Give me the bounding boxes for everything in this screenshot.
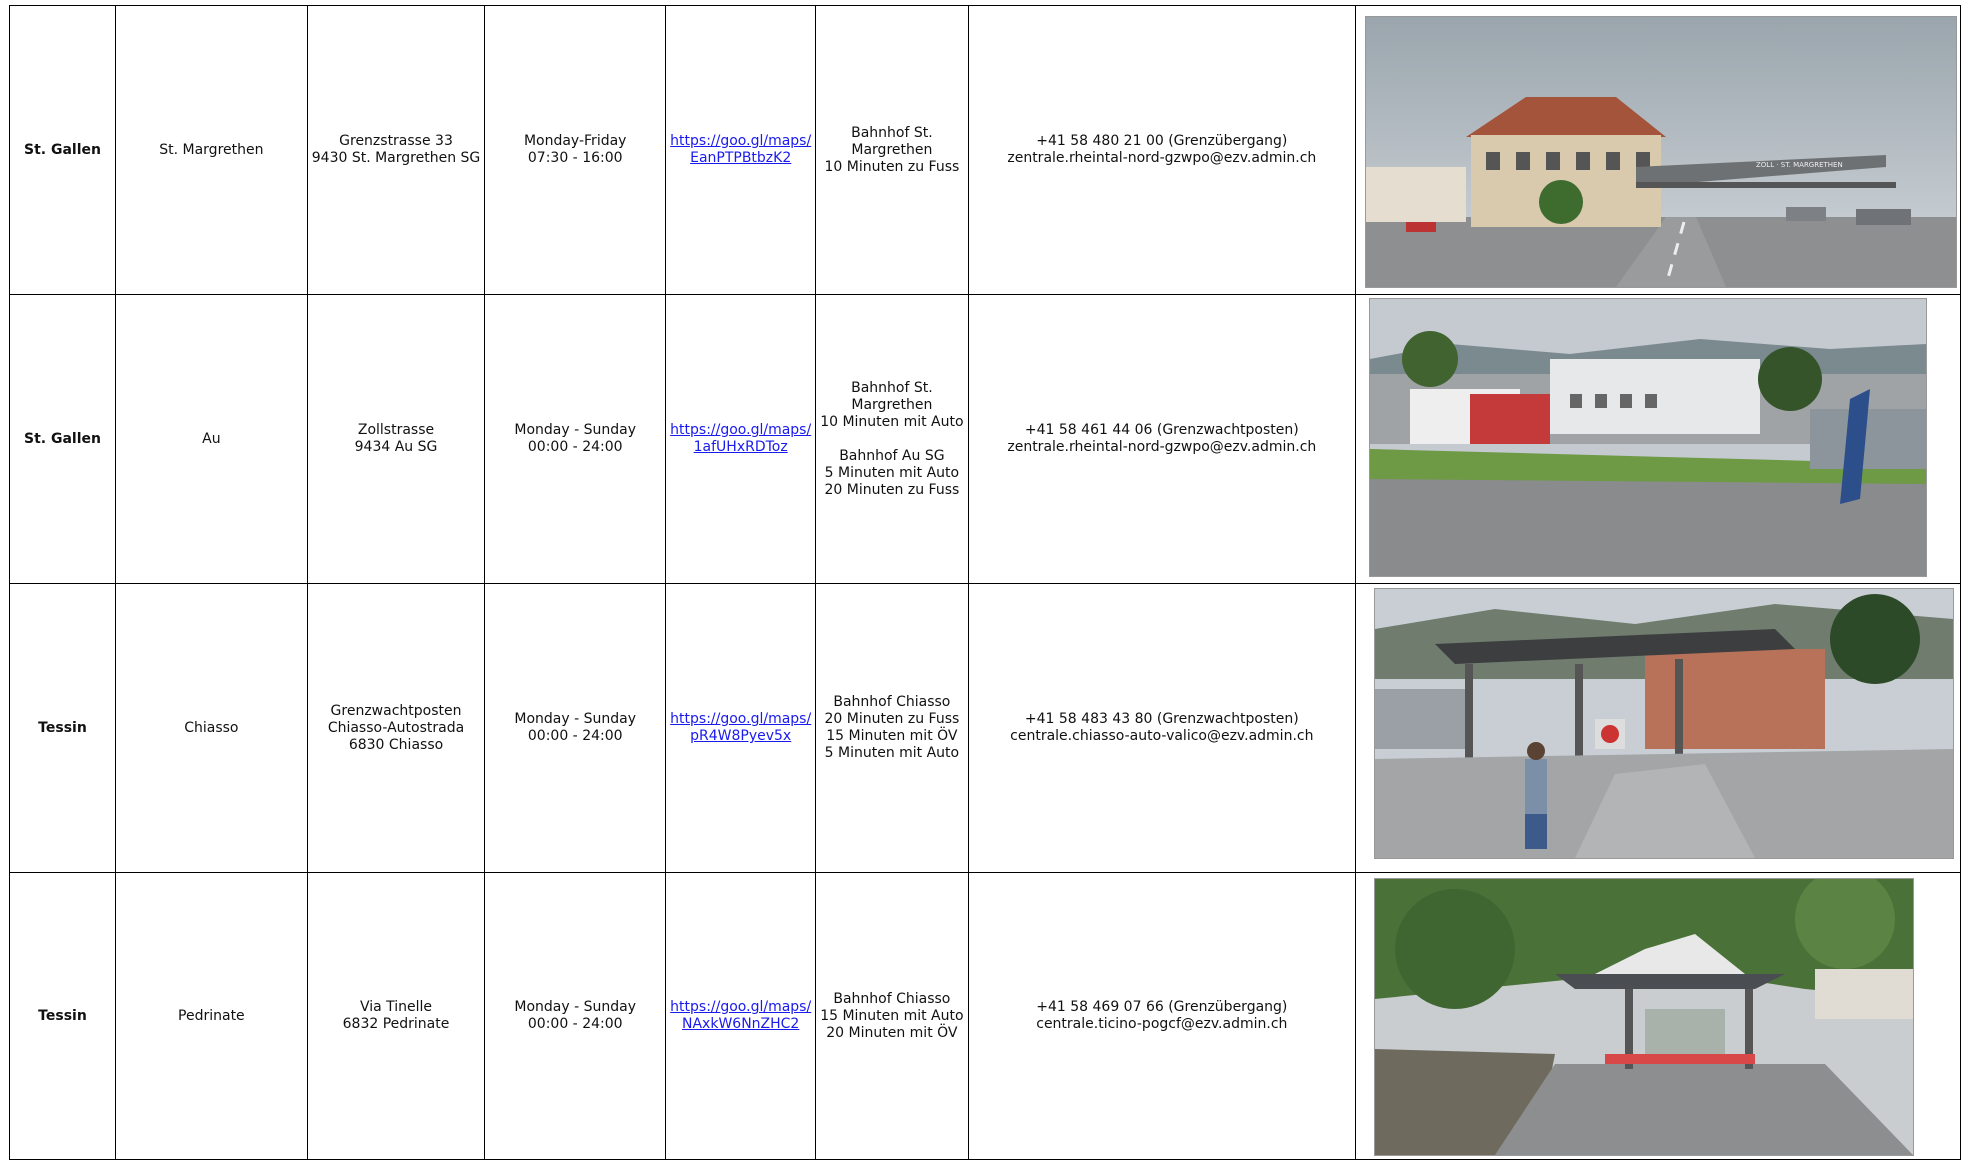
hours-days: Monday - Sunday [514,711,637,727]
photo-cell [1356,584,1961,873]
canton-name: St. Gallen [24,141,101,158]
location-cell [115,6,307,295]
location-cell [115,873,307,1160]
transport-line: 20 Minuten zu Fuss [824,481,960,498]
location-cell [115,584,307,873]
canton-cell [10,584,116,873]
phone-number: +41 58 461 44 06 (Grenzwachtposten) [1024,422,1299,438]
location-name: Pedrinate [178,1007,245,1024]
transport-line: Bahnhof St. [851,379,933,396]
map-link-part: https://goo.gl/maps/ [670,133,812,149]
hours-time: 00:00 - 24:00 [527,1016,623,1032]
address-line: 6830 Chiasso [348,736,444,753]
transport-line: Bahnhof Chiasso [833,990,951,1007]
address-cell [307,873,485,1160]
map-link-cell [666,6,816,295]
photo-cell [1356,295,1961,584]
transport-cell [816,6,968,295]
address-line: Grenzstrasse 33 [339,133,453,149]
transport-line: 15 Minuten mit Auto [820,1007,964,1024]
canton-cell [10,873,116,1160]
email-address: centrale.ticino-pogcf@ezv.admin.ch [1036,1016,1288,1032]
map-link-part: NAxkW6NnZHC2 [682,1016,800,1032]
map-link-cell [666,295,816,584]
address-line: 9434 Au SG [354,439,438,455]
hours-cell [485,6,666,295]
photo-sign-text: ZOLL · ST. MARGRETHEN [1756,161,1843,169]
canton-cell [10,295,116,584]
map-link[interactable] [670,422,811,456]
transport-line: 10 Minuten zu Fuss [824,158,960,175]
table-row [10,295,1961,584]
canton-name: St. Gallen [24,430,101,447]
transport-line: 10 Minuten mit Auto [820,413,964,430]
address-line: Zollstrasse [357,422,435,438]
address-cell [307,6,485,295]
address-line: Via Tinelle [359,999,433,1015]
contact-cell [968,6,1355,295]
hours-time: 07:30 - 16:00 [527,150,623,166]
hours-cell [485,873,666,1160]
street-view-photo-chiasso [1374,588,1954,859]
transport-line: Margrethen [851,141,933,158]
map-link-part: EanPTPBtbzK2 [690,150,792,166]
address-line: 6832 Pedrinate [342,1016,450,1032]
transport-line: 20 Minuten mit ÖV [826,1024,958,1041]
email-address: zentrale.rheintal-nord-gzwpo@ezv.admin.ch [1007,150,1317,166]
phone-number: +41 58 483 43 80 (Grenzwachtposten) [1024,711,1299,727]
transport-line: Bahnhof St. [851,124,933,141]
photo-cell [1356,6,1961,295]
table-row [10,584,1961,873]
transport-cell [816,295,968,584]
map-link-part: https://goo.gl/maps/ [670,711,812,727]
hours-cell [485,295,666,584]
address-cell [307,295,485,584]
photo-cell [1356,873,1961,1160]
hours-time: 00:00 - 24:00 [527,439,623,455]
hours-days: Monday - Sunday [514,422,637,438]
map-link-part: https://goo.gl/maps/ [670,422,812,438]
canton-name: Tessin [38,719,87,736]
transport-cell [816,584,968,873]
email-address: zentrale.rheintal-nord-gzwpo@ezv.admin.ch [1007,439,1317,455]
transport-line: 5 Minuten mit Auto [824,745,960,761]
map-link[interactable] [670,999,811,1033]
location-name: St. Margrethen [159,141,264,158]
address-cell [307,584,485,873]
transport-cell [816,873,968,1160]
street-view-photo-au [1369,298,1927,577]
phone-number: +41 58 480 21 00 (Grenzübergang) [1036,133,1288,149]
canton-name: Tessin [38,1007,87,1024]
map-link-part: 1afUHxRDToz [693,439,788,455]
transport-line: Margrethen [851,396,933,413]
table-row [10,873,1961,1160]
location-name: Au [202,430,221,447]
customs-office-table [9,5,1961,1160]
email-address: centrale.chiasso-auto-valico@ezv.admin.ch [1010,728,1314,744]
hours-days: Monday - Sunday [514,999,637,1015]
transport-line: 5 Minuten mit Auto [824,464,960,481]
map-link-cell [666,584,816,873]
contact-cell [968,873,1355,1160]
transport-line: 20 Minuten zu Fuss [824,711,960,727]
transport-line: 15 Minuten mit ÖV [826,728,958,744]
contact-cell [968,584,1355,873]
hours-days: Monday-Friday [523,133,627,149]
address-line: Grenzwachtposten [330,702,462,719]
map-link[interactable] [670,711,811,745]
transport-line: Bahnhof Chiasso [833,694,951,710]
map-link-part: https://goo.gl/maps/ [670,999,812,1015]
hours-cell [485,584,666,873]
street-view-photo-st-margrethen [1365,16,1957,288]
map-link-part: pR4W8Pyev5x [690,728,792,744]
transport-spacer [820,431,963,448]
map-link-cell [666,873,816,1160]
canton-cell [10,6,116,295]
phone-number: +41 58 469 07 66 (Grenzübergang) [1036,999,1288,1015]
location-cell [115,295,307,584]
table-row [10,6,1961,295]
hours-time: 00:00 - 24:00 [527,728,623,744]
location-name: Chiasso [184,719,239,736]
contact-cell [968,295,1355,584]
address-line: 9430 St. Margrethen SG [311,150,481,166]
map-link[interactable] [670,133,811,167]
transport-line: Bahnhof Au SG [839,447,945,464]
street-view-photo-pedrinate [1374,878,1914,1156]
address-line: Chiasso-Autostrada [327,719,465,736]
